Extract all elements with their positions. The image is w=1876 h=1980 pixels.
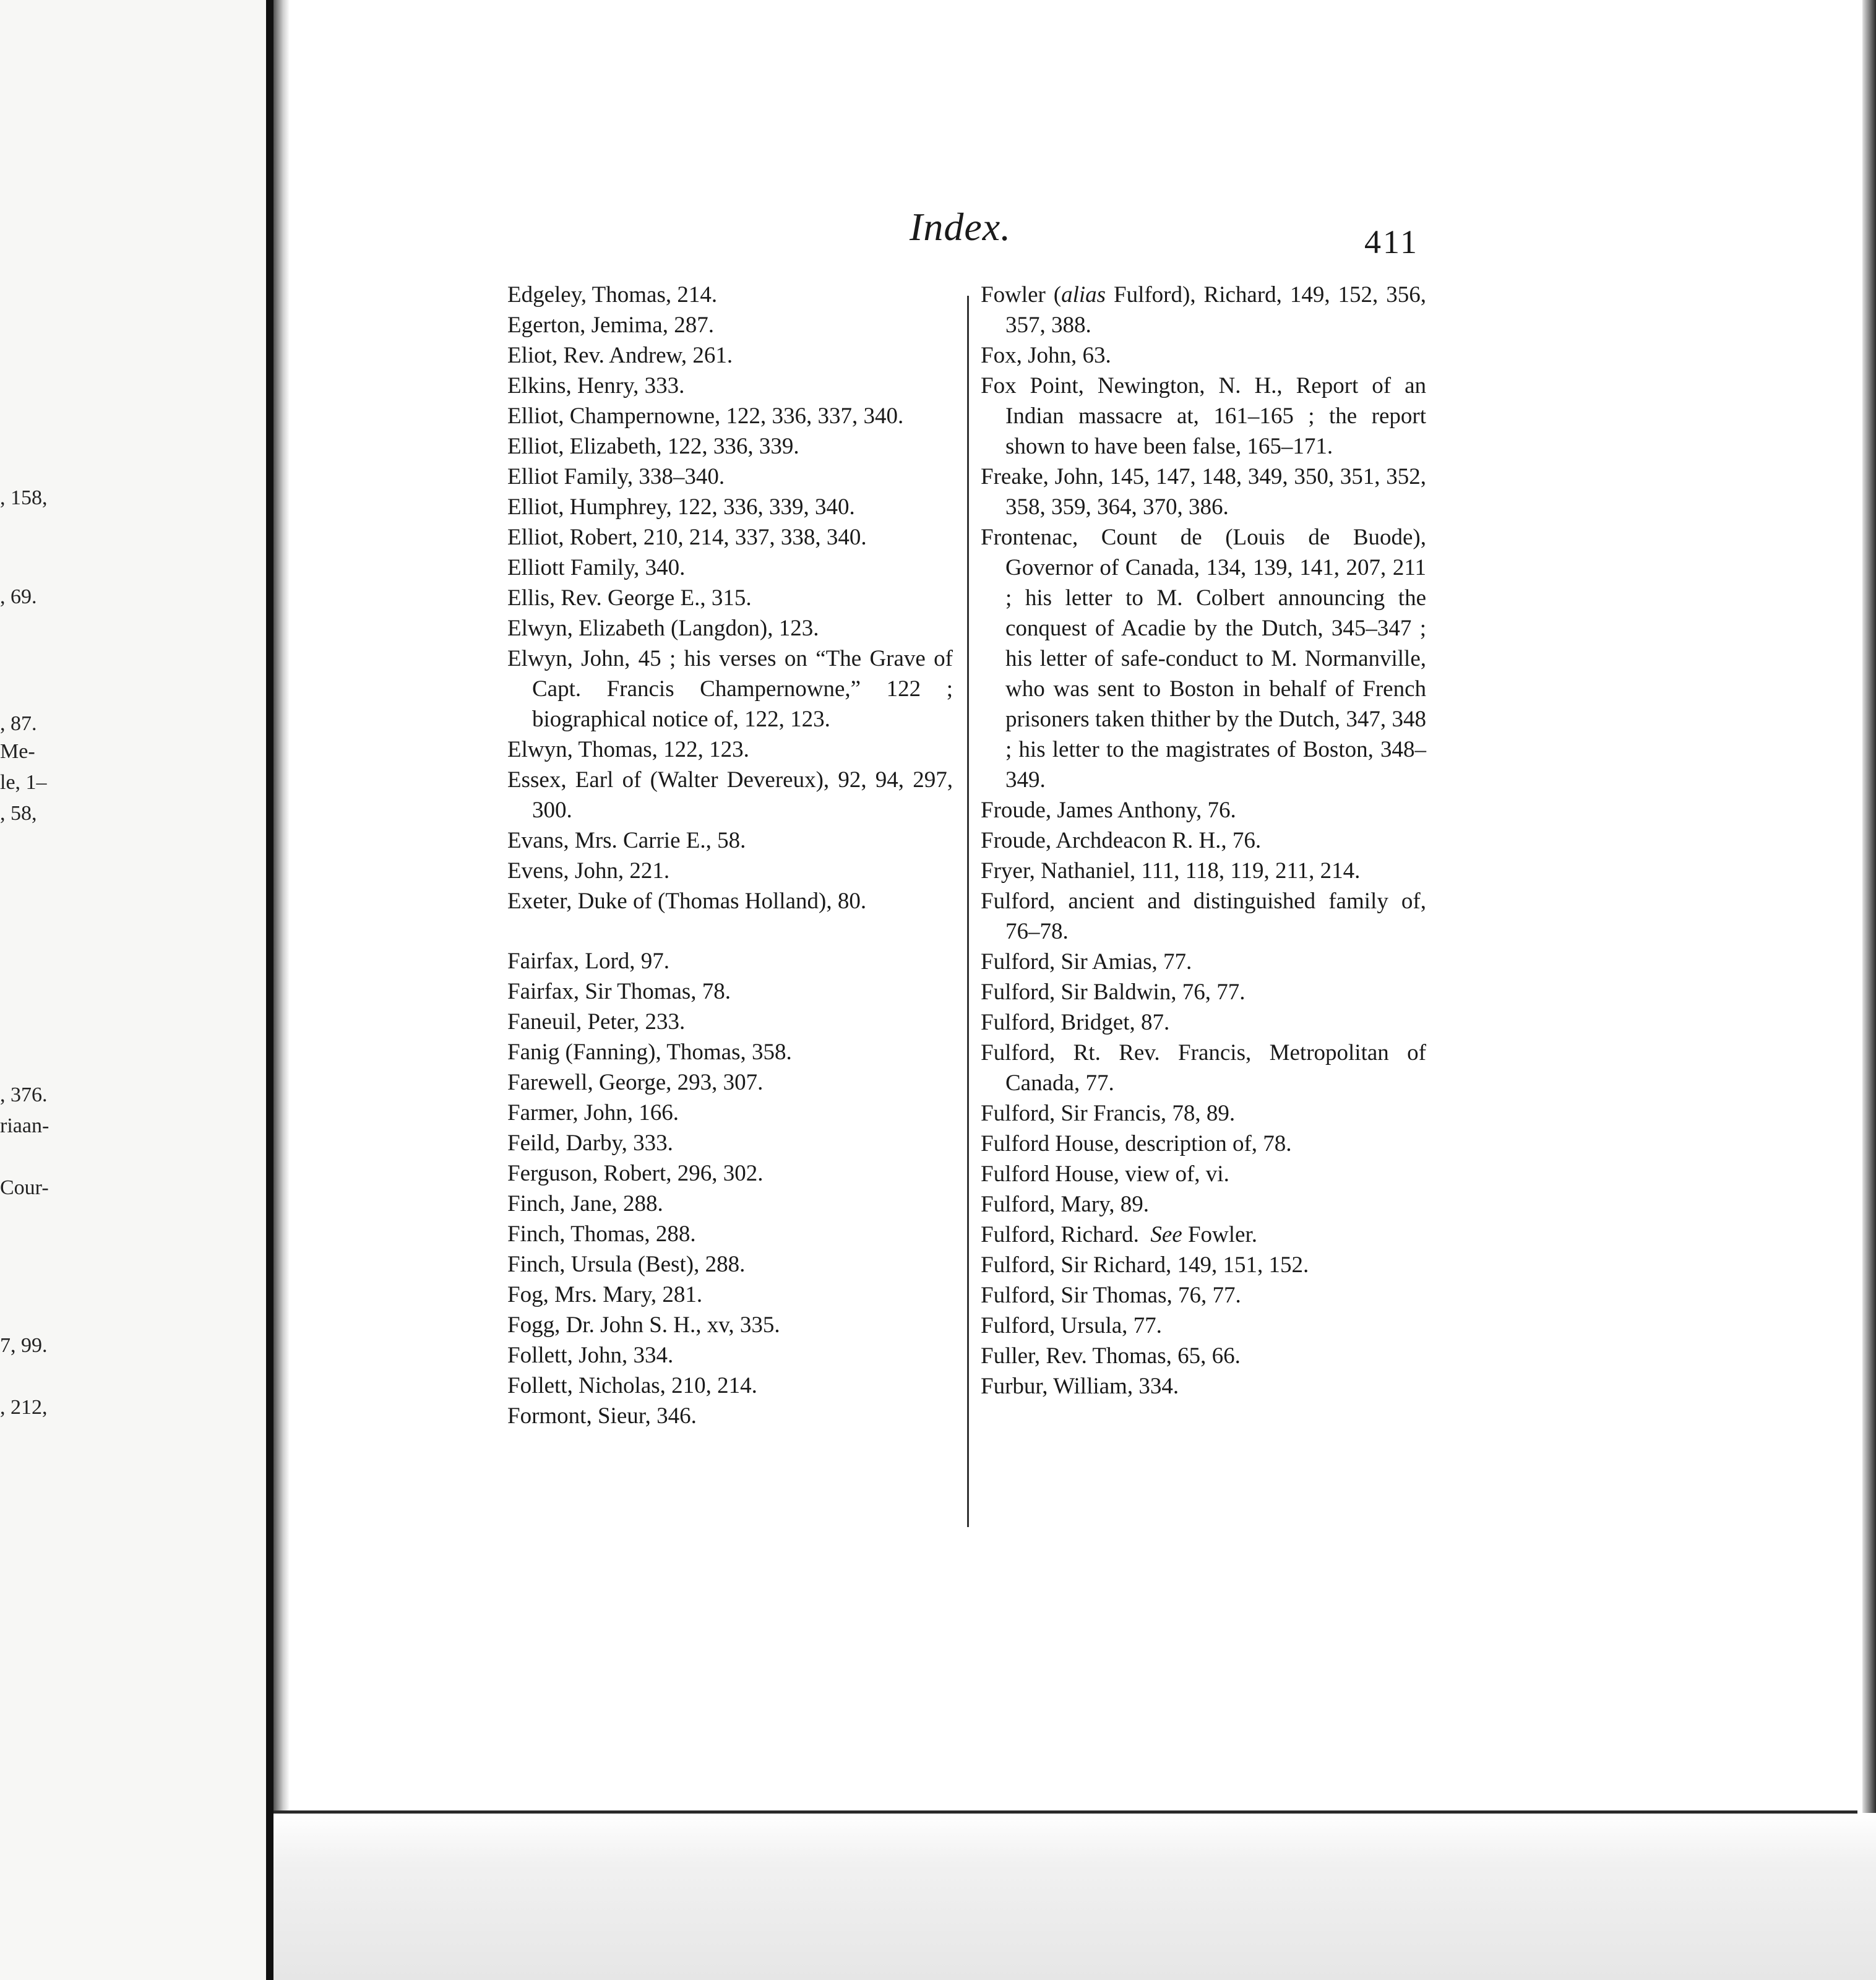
previous-page-fragment: , 69. [0, 585, 37, 608]
index-entry: Fox, John, 63. [981, 343, 1111, 368]
index-entry: Farewell, George, 293, 307. [507, 1070, 764, 1095]
index-entry: Elwyn, Thomas, 122, 123. [507, 737, 749, 762]
gutter-shadow [273, 0, 290, 1980]
index-entry: Evans, Mrs. Carrie E., 58. [507, 828, 746, 853]
index-entry: Fulford, Ursula, 77. [981, 1313, 1162, 1338]
index-entry: Fulford, Sir Baldwin, 76, 77. [981, 979, 1246, 1005]
previous-page-fragment: , 212, [0, 1396, 48, 1419]
index-entry: Elliot, Elizabeth, 122, 336, 339. [507, 434, 799, 459]
running-head: Index. [910, 205, 1012, 249]
index-entry: Fogg, Dr. John S. H., xv, 335. [507, 1312, 780, 1338]
index-entry: Ferguson, Robert, 296, 302. [507, 1161, 764, 1186]
previous-page-strip [0, 0, 266, 1980]
index-entry: Elliott Family, 340. [507, 555, 686, 580]
book-gutter [266, 0, 273, 1980]
index-entry: Froude, James Anthony, 76. [981, 798, 1236, 823]
page-number: 411 [1364, 223, 1419, 260]
index-entry: Fanig (Fanning), Thomas, 358. [507, 1040, 792, 1065]
index-entry: Fairfax, Lord, 97. [507, 949, 670, 974]
entry-text: Fulford), Richard, 149, 152, 356, 357, 388. [1005, 282, 1426, 338]
index-entry: Fox Point, Newington, N. H., Report of an Indian massacre at, 161–165 ; the report shown to have been false, 165–171. [981, 373, 1426, 459]
page-bottom-shadow [273, 1813, 1876, 1980]
entry-italic: See [1150, 1222, 1182, 1247]
entry-text: Fowler. [1182, 1222, 1258, 1247]
index-entry: Ellis, Rev. George E., 315. [507, 585, 752, 611]
index-entry: Fulford, Sir Amias, 77. [981, 949, 1192, 975]
index-entry: Fulford, Rt. Rev. Francis, Metropolitan of Canada, 77. [981, 1040, 1426, 1096]
index-entry: Froude, Archdeacon R. H., 76. [981, 828, 1262, 853]
index-entry: Eliot, Rev. Andrew, 261. [507, 343, 733, 368]
index-entry: Farmer, John, 166. [507, 1100, 679, 1126]
index-entry: Formont, Sieur, 346. [507, 1403, 697, 1429]
previous-page-fragment: , 87. [0, 712, 37, 735]
index-entry: Elwyn, Elizabeth (Langdon), 123. [507, 616, 819, 641]
index-entry: Fulford, Bridget, 87. [981, 1010, 1170, 1035]
index-entry: Essex, Earl of (Walter Devereux), 92, 94, 297, 300. [507, 767, 953, 823]
index-entry: Freake, John, 145, 147, 148, 349, 350, 351, 352, 358, 359, 364, 370, 386. [981, 464, 1426, 520]
index-entry: Fulford House, view of, vi. [981, 1161, 1229, 1187]
index-entry: Elliot, Humphrey, 122, 336, 339, 340. [507, 494, 855, 520]
index-entry: Elwyn, John, 45 ; his verses on “The Grave of Capt. Francis Champernowne,” 122 ; biographical notice of, 122, 123. [507, 646, 953, 732]
entry-text: Fulford, Richard. [981, 1222, 1151, 1247]
index-entry: Fulford, ancient and distinguished family of, 76–78. [981, 889, 1426, 944]
index-entry: Furbur, William, 334. [981, 1374, 1179, 1399]
index-entry: Fuller, Rev. Thomas, 65, 66. [981, 1343, 1241, 1369]
index-entry: Finch, Jane, 288. [507, 1191, 663, 1216]
index-entry: Egerton, Jemima, 287. [507, 312, 714, 338]
index-entry: Follett, John, 334. [507, 1343, 674, 1368]
previous-page-fragment: , 58, [0, 802, 37, 825]
previous-page-fragment: , 376. [0, 1083, 48, 1106]
index-entry: Elkins, Henry, 333. [507, 373, 685, 398]
index-column-left [507, 280, 953, 1431]
index-entry: Fulford, Sir Thomas, 76, 77. [981, 1283, 1241, 1308]
page-bottom-edge [273, 1810, 1857, 1814]
index-entry: Exeter, Duke of (Thomas Holland), 80. [507, 889, 867, 914]
index-entry: Fryer, Nathaniel, 111, 118, 119, 211, 214. [981, 858, 1361, 884]
previous-page-fragment: le, 1– [0, 771, 47, 794]
index-entry [981, 1220, 1426, 1250]
index-entry: Fulford, Sir Richard, 149, 151, 152. [981, 1252, 1309, 1278]
previous-page-fragment: 7, 99. [0, 1334, 48, 1357]
index-entry: Fulford House, description of, 78. [981, 1131, 1292, 1156]
index-entry: Finch, Thomas, 288. [507, 1221, 696, 1247]
index-entry: Edgeley, Thomas, 214. [507, 282, 718, 308]
index-entry: Elliot Family, 338–340. [507, 464, 725, 489]
index-entry: Fulford, Mary, 89. [981, 1192, 1149, 1217]
previous-page-fragment: Me- [0, 740, 35, 763]
index-entry [981, 280, 1426, 340]
index-entry: Fairfax, Sir Thomas, 78. [507, 979, 731, 1004]
index-entry: Follett, Nicholas, 210, 214. [507, 1373, 757, 1398]
previous-page-fragment: riaan- [0, 1114, 49, 1137]
entry-italic: alias [1061, 282, 1106, 308]
index-entry: Elliot, Champernowne, 122, 336, 337, 340. [507, 403, 904, 429]
index-entry: Elliot, Robert, 210, 214, 337, 338, 340. [507, 525, 867, 550]
previous-page-fragment: Cour- [0, 1176, 49, 1199]
index-entry: Faneuil, Peter, 233. [507, 1009, 686, 1035]
index-entry: Frontenac, Count de (Louis de Buode), Governor of Canada, 134, 139, 141, 207, 211 ; his letter to M. Colbert announcing the conquest of Acadie by the Dutch, 345–347 ; his letter of safe-conduct to M. Normanville, who was sent to Boston in behalf of French prisoners taken thither by the Dutch, 347, 348 ; his letter to the magistrates of Boston, 348–349. [981, 525, 1426, 793]
entry-text: Fowler ( [981, 282, 1062, 308]
column-divider [967, 296, 969, 1527]
index-column-right [981, 280, 1426, 1401]
index-entry: Evens, John, 221. [507, 858, 670, 884]
page-edge [1862, 0, 1876, 1980]
index-entry: Fulford, Sir Francis, 78, 89. [981, 1101, 1236, 1126]
index-entry: Finch, Ursula (Best), 288. [507, 1252, 746, 1277]
previous-page-fragment: , 158, [0, 486, 48, 509]
index-entry: Fog, Mrs. Mary, 281. [507, 1282, 703, 1307]
index-entry: Feild, Darby, 333. [507, 1130, 673, 1156]
